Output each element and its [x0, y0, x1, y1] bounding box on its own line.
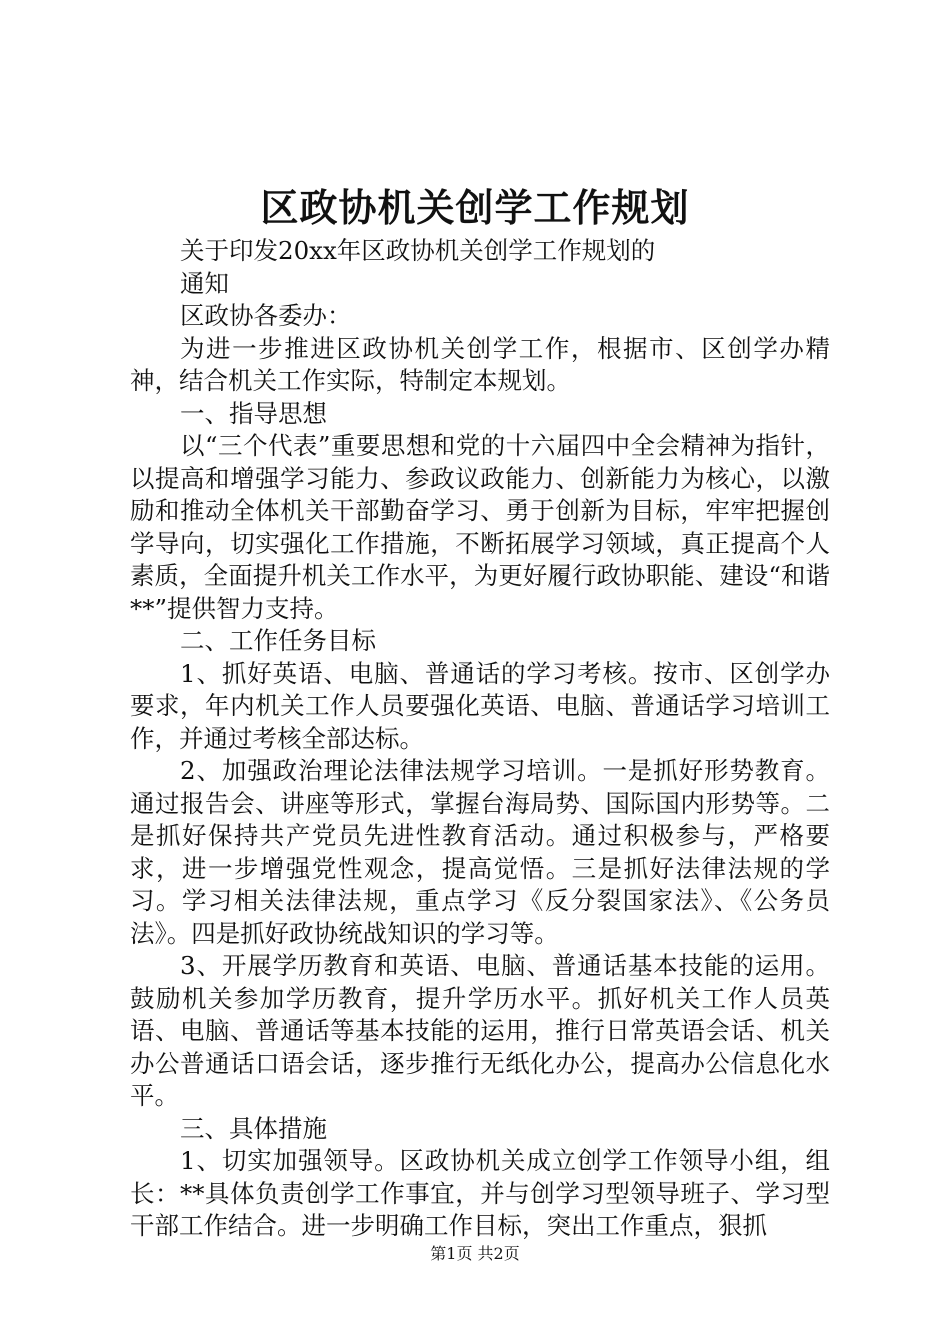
paragraph: 2、加强政治理论法律法规学习培训。一是抓好形势教育。通过报告会、讲座等形式，掌握台海局势、国际国内形势等。二是抓好保持共产党员先进性教育活动。通过积极参与，严格要求，进一步增强党性观念，提高觉悟。三是抓好法律法规的学习。学习相关法律法规，重点学习《反分裂国家法》、《公务员法》。四是抓好政协统战知识的学习等。	[130, 756, 830, 948]
paragraph: 3、开展学历教育和英语、电脑、普通话基本技能的运用。鼓励机关参加学历教育，提升学历水平。抓好机关工作人员英语、电脑、普通话等基本技能的运用，推行日常英语会话、机关办公普通话口语会话，逐步推行无纸化办公，提高办公信息化水平。	[130, 951, 830, 1110]
paragraph: 以“三个代表”重要思想和党的十六届四中全会精神为指针，以提高和增强学习能力、参政议政能力、创新能力为核心，以激励和推动全体机关干部勤奋学习、勇于创新为目标，牢牢把握创学导向，切实强化工作措施，不断拓展学习领域，真正提高个人素质，全面提升机关工作水平，为更好履行政协职能、建设“和谐**”提供智力支持。	[130, 431, 830, 623]
paragraph: 通知	[180, 268, 229, 298]
document-body	[130, 235, 830, 1243]
section-heading: 二、工作任务目标	[180, 626, 376, 655]
paragraph: 1、抓好英语、电脑、普通话的学习考核。按市、区创学办要求，年内机关工作人员要强化英语、电脑、普通话学习培训工作，并通过考核全部达标。	[130, 658, 830, 753]
paragraph: 区政协各委办：	[180, 301, 352, 330]
section-heading: 一、指导思想	[180, 398, 327, 428]
document-title: 区政协机关创学工作规划	[260, 185, 690, 230]
paragraph: 为进一步推进区政协机关创学工作，根据市、区创学办精神，结合机关工作实际，特制定本规划。	[130, 333, 830, 395]
page-footer: 第1页 共2页	[430, 1244, 520, 1263]
paragraph: 1、切实加强领导。区政协机关成立创学工作领导小组，组长：**具体负责创学工作事宜，并与创学习型领导班子、学习型干部工作结合。进一步明确工作目标，突出工作重点，狠抓	[130, 1146, 830, 1240]
section-heading: 三、具体措施	[180, 1113, 327, 1143]
paragraph: 关于印发20xx年区政协机关创学工作规划的	[180, 236, 656, 265]
